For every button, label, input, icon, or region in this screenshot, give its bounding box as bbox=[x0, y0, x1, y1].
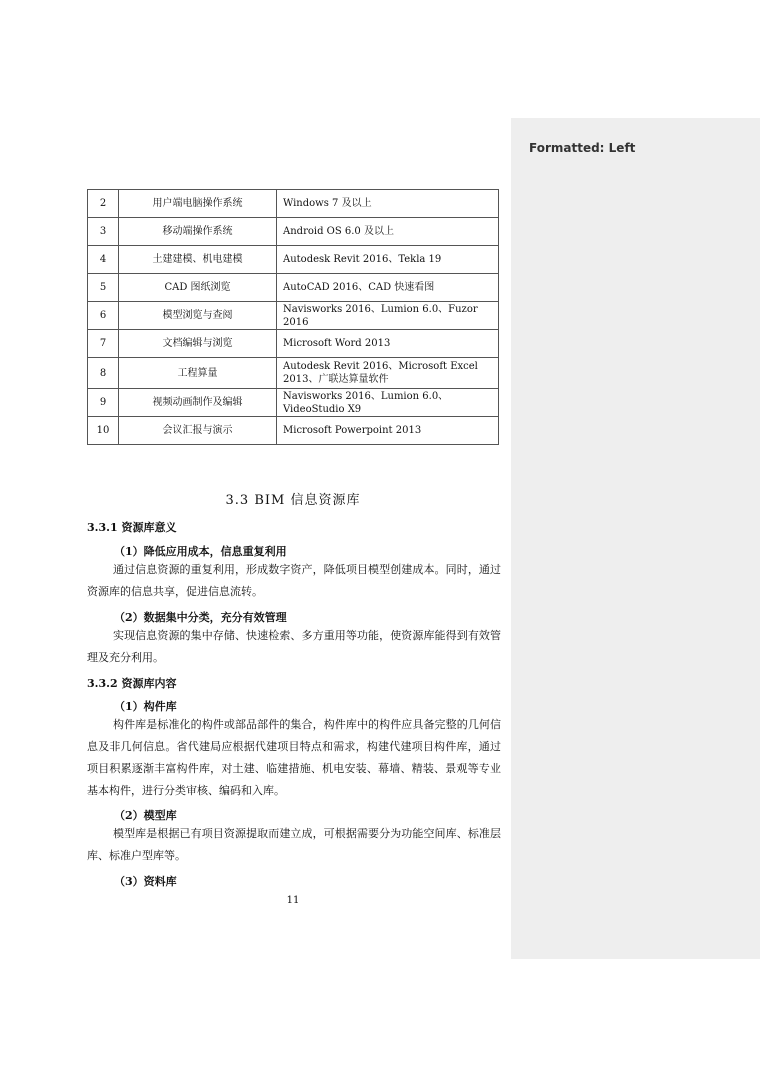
table-row bbox=[88, 302, 499, 330]
paragraph-component-library: 构件库是标准化的构件或部品部件的集合，构件库中的构件应具备完整的几何信息及非几何信息。省代建局应根据代建项目特点和需求，构建代建项目构件库，通过项目积累逐渐丰富构件库，对土建、临建措施、机电安装、幕墙、精装、景观等专业基本构件，进行分类审核、编码和入库。 bbox=[87, 718, 501, 797]
function-cell: CAD 图纸浏览 bbox=[119, 274, 277, 302]
function-cell: 模型浏览与查阅 bbox=[119, 302, 277, 330]
software-cell: Navisworks 2016、Lumion 6.0、VideoStudio X9 bbox=[277, 389, 499, 417]
software-cell: Windows 7 及以上 bbox=[277, 190, 499, 218]
function-cell: 视频动画制作及编辑 bbox=[119, 389, 277, 417]
function-cell: 会议汇报与演示 bbox=[119, 417, 277, 445]
subsection-title-significance: 3.3.1 资源库意义 bbox=[87, 521, 177, 534]
row-number-cell: 6 bbox=[88, 302, 119, 330]
row-number-cell: 5 bbox=[88, 274, 119, 302]
function-cell: 工程算量 bbox=[119, 358, 277, 389]
paragraph-data-classification: 实现信息资源的集中存储、快速检索、多方重用等功能，使资源库能得到有效管理及充分利用。 bbox=[87, 629, 501, 664]
table-row bbox=[88, 218, 499, 246]
section-title: 3.3 BIM 信息资源库 bbox=[225, 493, 361, 508]
table-row bbox=[88, 358, 499, 389]
row-number-cell: 2 bbox=[88, 190, 119, 218]
subsection-title-content: 3.3.2 资源库内容 bbox=[87, 677, 177, 690]
software-table bbox=[87, 189, 499, 445]
software-cell: AutoCAD 2016、CAD 快速看图 bbox=[277, 274, 499, 302]
page-number: 11 bbox=[286, 895, 300, 906]
comment-pane bbox=[511, 118, 760, 959]
table-row bbox=[88, 274, 499, 302]
software-cell: Autodesk Revit 2016、Microsoft Excel 2013、广联达算量软件 bbox=[277, 358, 499, 389]
item-title-data-classification: （2）数据集中分类，充分有效管理 bbox=[114, 611, 287, 624]
paragraph-model-library: 模型库是根据已有项目资源提取而建立成，可根据需要分为功能空间库、标准层库、标准户型库等。 bbox=[87, 827, 501, 862]
software-table-body bbox=[88, 190, 499, 445]
table-row bbox=[88, 330, 499, 358]
function-cell: 用户端电脑操作系统 bbox=[119, 190, 277, 218]
table-row bbox=[88, 190, 499, 218]
software-cell: Autodesk Revit 2016、Tekla 19 bbox=[277, 246, 499, 274]
item-title-document-library: （3）资料库 bbox=[114, 875, 177, 888]
table-row bbox=[88, 417, 499, 445]
row-number-cell: 8 bbox=[88, 358, 119, 389]
software-cell: Microsoft Word 2013 bbox=[277, 330, 499, 358]
software-cell: Microsoft Powerpoint 2013 bbox=[277, 417, 499, 445]
comment-format-note: Formatted: Left bbox=[529, 141, 636, 155]
row-number-cell: 10 bbox=[88, 417, 119, 445]
row-number-cell: 7 bbox=[88, 330, 119, 358]
function-cell: 土建建模、机电建模 bbox=[119, 246, 277, 274]
table-row bbox=[88, 389, 499, 417]
item-title-component-library: （1）构件库 bbox=[114, 700, 177, 713]
paragraph-reduce-cost: 通过信息资源的重复利用，形成数字资产，降低项目模型创建成本。同时，通过资源库的信息共享，促进信息流转。 bbox=[87, 563, 501, 598]
software-cell: Android OS 6.0 及以上 bbox=[277, 218, 499, 246]
row-number-cell: 3 bbox=[88, 218, 119, 246]
function-cell: 文档编辑与浏览 bbox=[119, 330, 277, 358]
item-title-reduce-cost: （1）降低应用成本，信息重复利用 bbox=[114, 545, 287, 558]
row-number-cell: 9 bbox=[88, 389, 119, 417]
function-cell: 移动端操作系统 bbox=[119, 218, 277, 246]
software-cell: Navisworks 2016、Lumion 6.0、Fuzor 2016 bbox=[277, 302, 499, 330]
row-number-cell: 4 bbox=[88, 246, 119, 274]
item-title-model-library: （2）模型库 bbox=[114, 809, 177, 822]
table-row bbox=[88, 246, 499, 274]
